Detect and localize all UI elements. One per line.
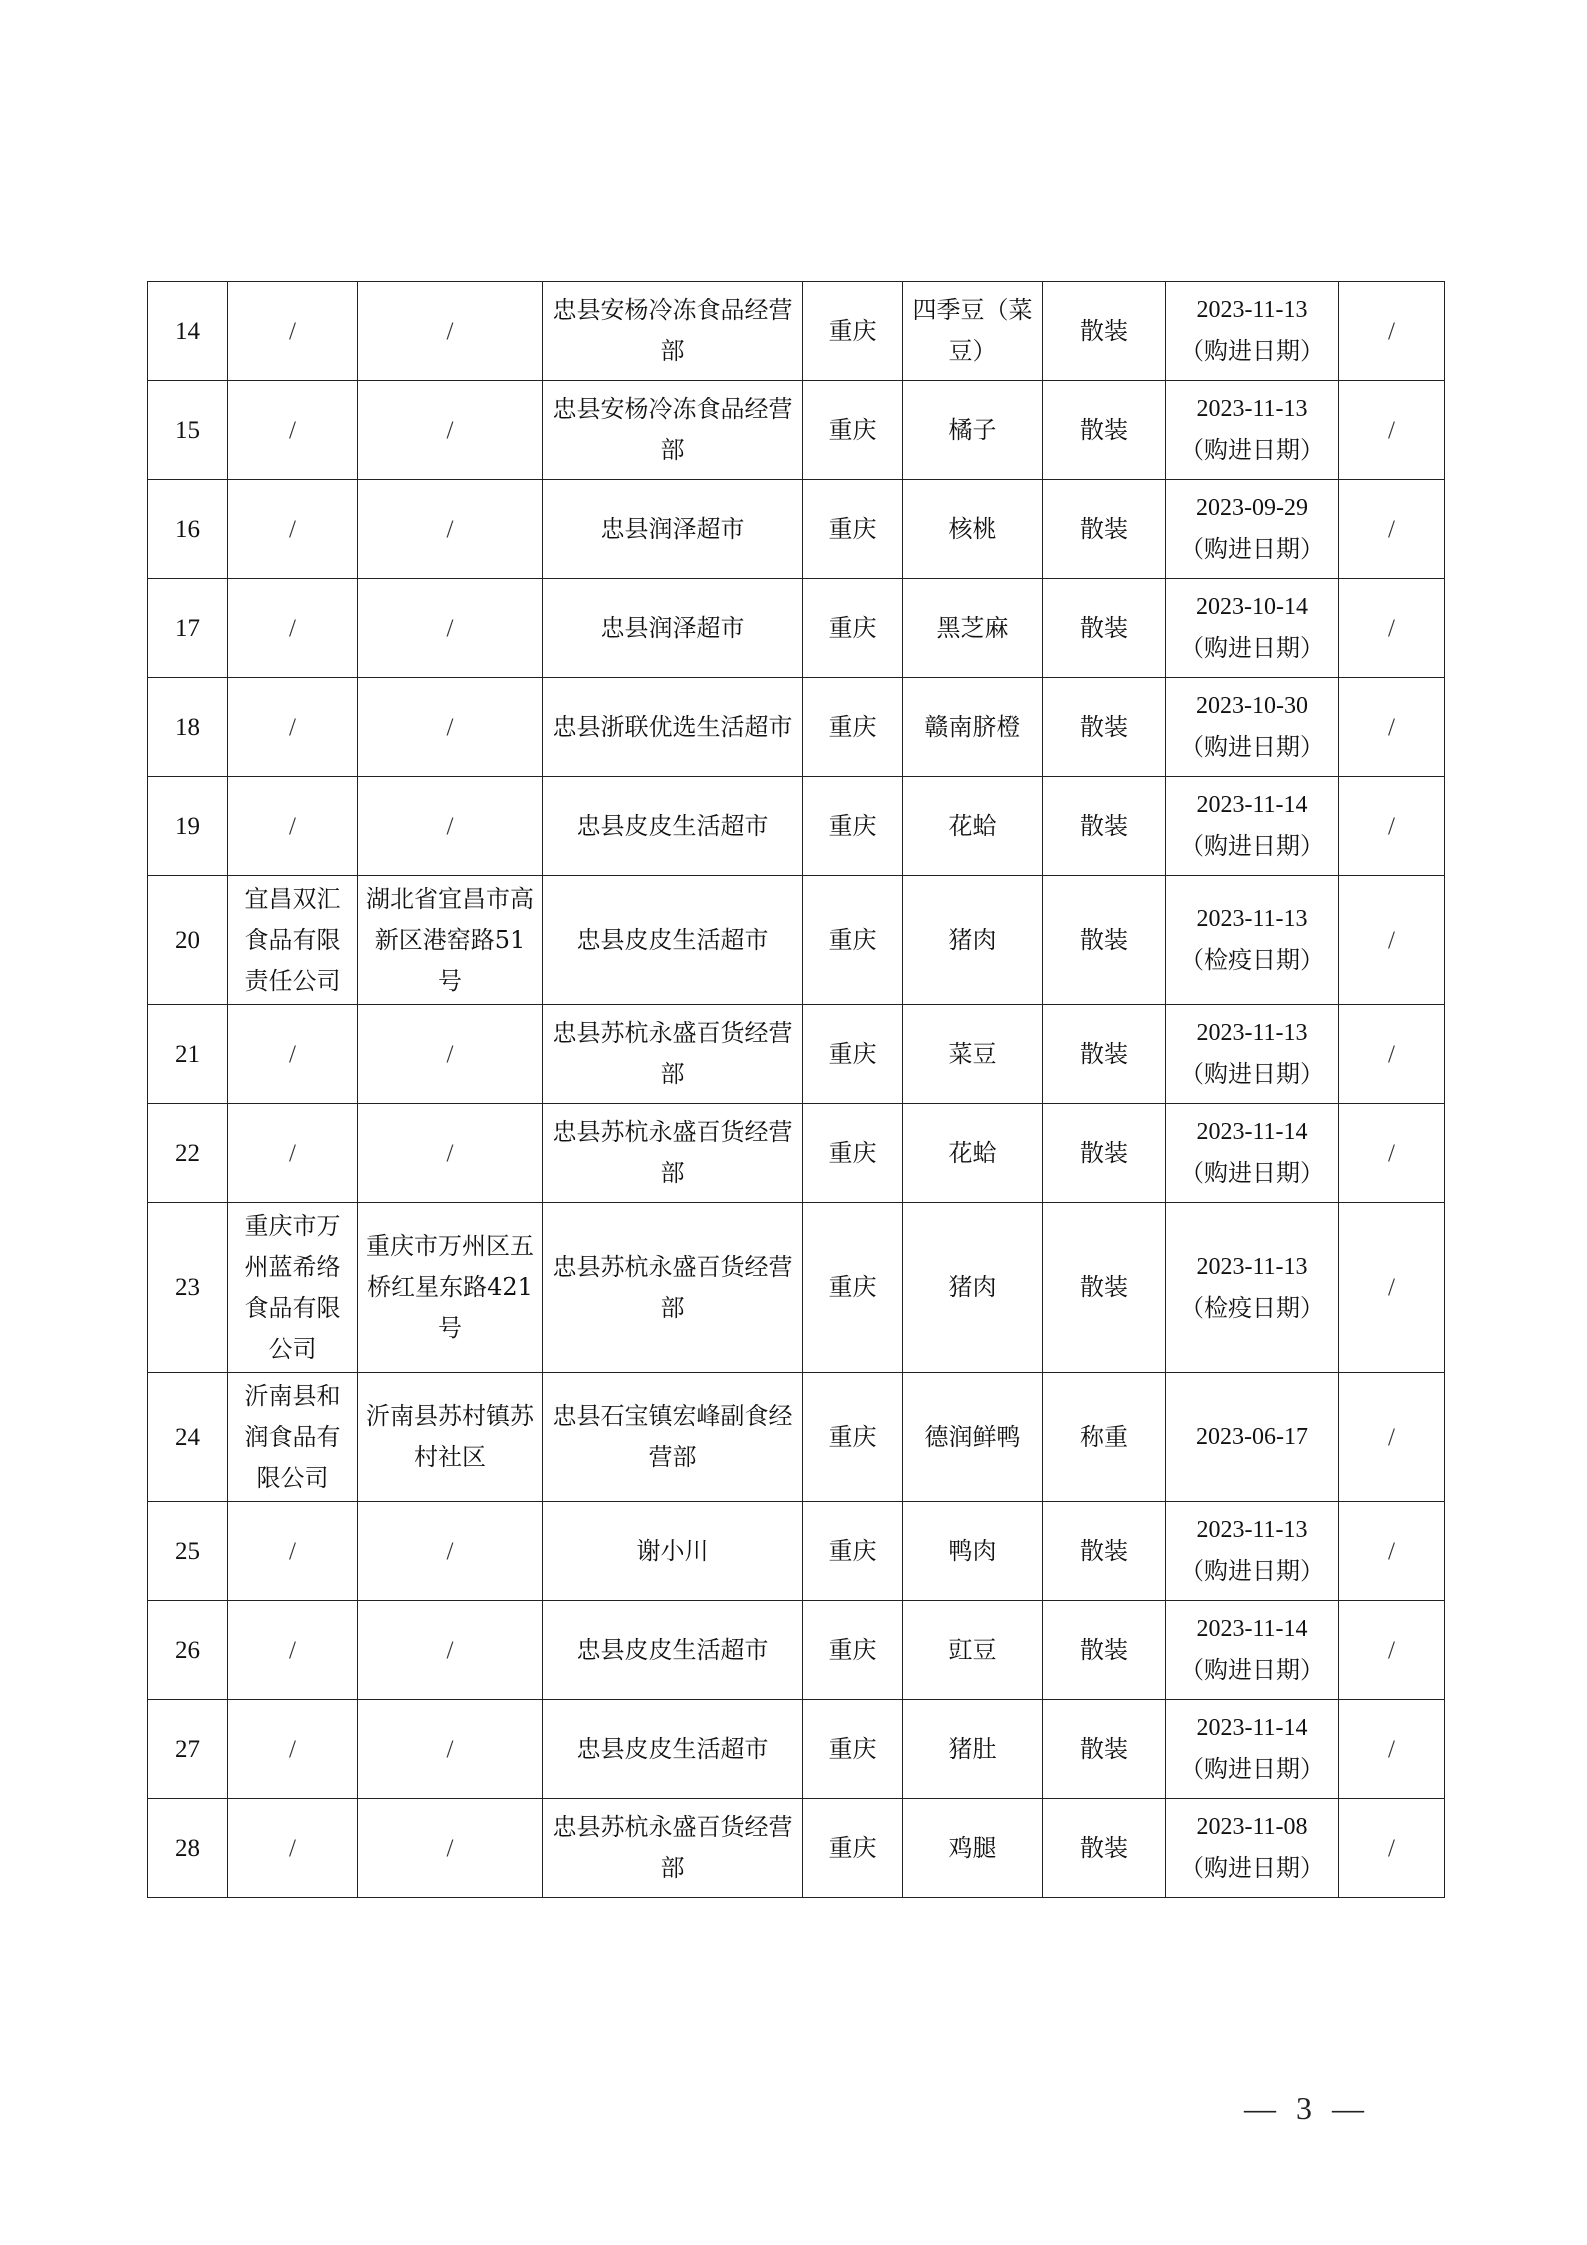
cell-date <box>1166 282 1339 381</box>
cell-specification: 散装 <box>1043 1502 1166 1601</box>
cell-region: 重庆 <box>803 1203 903 1373</box>
cell-remark: / <box>1339 1601 1445 1700</box>
table-row <box>148 1005 1445 1104</box>
cell-specification: 散装 <box>1043 282 1166 381</box>
cell-sampled-unit: 忠县苏杭永盛百货经营部 <box>543 1005 803 1104</box>
cell-specification: 散装 <box>1043 381 1166 480</box>
cell-product-name: 豇豆 <box>903 1601 1043 1700</box>
cell-product-name: 鸡腿 <box>903 1799 1043 1898</box>
cell-sampled-unit: 忠县皮皮生活超市 <box>543 1700 803 1799</box>
cell-specification: 散装 <box>1043 678 1166 777</box>
cell-manufacturer: / <box>228 678 358 777</box>
cell-number: 19 <box>148 777 228 876</box>
cell-region: 重庆 <box>803 876 903 1005</box>
cell-product-name: 德润鲜鸭 <box>903 1373 1043 1502</box>
cell-manufacturer-address: / <box>358 381 543 480</box>
cell-manufacturer-address: / <box>358 777 543 876</box>
cell-number: 17 <box>148 579 228 678</box>
date-note: （购进日期） <box>1180 1159 1324 1187</box>
cell-product-name: 猪肉 <box>903 876 1043 1005</box>
cell-sampled-unit: 忠县苏杭永盛百货经营部 <box>543 1799 803 1898</box>
cell-date <box>1166 876 1339 1005</box>
cell-manufacturer: / <box>228 777 358 876</box>
cell-region: 重庆 <box>803 1005 903 1104</box>
date-note: （购进日期） <box>1180 1854 1324 1882</box>
cell-date <box>1166 480 1339 579</box>
cell-manufacturer: / <box>228 1601 358 1700</box>
cell-number: 24 <box>148 1373 228 1502</box>
cell-remark: / <box>1339 678 1445 777</box>
cell-manufacturer: / <box>228 282 358 381</box>
cell-sampled-unit: 忠县安杨冷冻食品经营部 <box>543 381 803 480</box>
date-value: 2023-11-13 <box>1196 396 1308 422</box>
cell-number: 21 <box>148 1005 228 1104</box>
cell-manufacturer: / <box>228 1104 358 1203</box>
table-row <box>148 678 1445 777</box>
cell-number: 23 <box>148 1203 228 1373</box>
cell-specification: 散装 <box>1043 1104 1166 1203</box>
table-row <box>148 1799 1445 1898</box>
cell-number: 28 <box>148 1799 228 1898</box>
cell-remark: / <box>1339 1700 1445 1799</box>
date-value: 2023-11-13 <box>1196 1253 1308 1280</box>
cell-region: 重庆 <box>803 480 903 579</box>
cell-number: 25 <box>148 1502 228 1601</box>
cell-manufacturer-address: 重庆市万州区五桥红星东路421号 <box>358 1203 543 1373</box>
cell-product-name: 猪肚 <box>903 1700 1043 1799</box>
date-value: 2023-10-30 <box>1196 693 1308 719</box>
cell-region: 重庆 <box>803 1799 903 1898</box>
cell-manufacturer: / <box>228 1799 358 1898</box>
cell-product-name: 花蛤 <box>903 777 1043 876</box>
cell-product-name: 菜豆 <box>903 1005 1043 1104</box>
cell-remark: / <box>1339 282 1445 381</box>
cell-manufacturer-address: / <box>358 1799 543 1898</box>
table-row <box>148 579 1445 678</box>
cell-manufacturer-address: / <box>358 480 543 579</box>
date-value: 2023-11-14 <box>1196 792 1308 818</box>
cell-manufacturer: 沂南县和润食品有限公司 <box>228 1373 358 1502</box>
cell-remark: / <box>1339 1502 1445 1601</box>
cell-specification: 散装 <box>1043 1005 1166 1104</box>
date-value: 2023-11-14 <box>1196 1715 1308 1741</box>
cell-remark: / <box>1339 480 1445 579</box>
cell-region: 重庆 <box>803 579 903 678</box>
cell-product-name: 四季豆（菜豆） <box>903 282 1043 381</box>
date-value: 2023-10-14 <box>1196 594 1308 620</box>
cell-manufacturer-address: / <box>358 1104 543 1203</box>
date-note: （购进日期） <box>1180 733 1324 761</box>
cell-specification: 散装 <box>1043 1700 1166 1799</box>
table-body <box>148 282 1445 1898</box>
date-value: 2023-11-13 <box>1196 906 1308 932</box>
cell-date <box>1166 1601 1339 1700</box>
cell-sampled-unit: 忠县润泽超市 <box>543 480 803 579</box>
date-value: 2023-11-13 <box>1196 1517 1308 1543</box>
cell-region: 重庆 <box>803 777 903 876</box>
sampling-results-table <box>147 281 1445 1898</box>
cell-date <box>1166 1104 1339 1203</box>
cell-date <box>1166 777 1339 876</box>
table-row <box>148 1203 1445 1373</box>
cell-sampled-unit: 谢小川 <box>543 1502 803 1601</box>
date-note: （购进日期） <box>1180 337 1324 365</box>
cell-number: 14 <box>148 282 228 381</box>
cell-number: 22 <box>148 1104 228 1203</box>
date-note: （购进日期） <box>1180 436 1324 464</box>
cell-sampled-unit: 忠县苏杭永盛百货经营部 <box>543 1203 803 1373</box>
date-note: （购进日期） <box>1180 634 1324 662</box>
table-row <box>148 381 1445 480</box>
cell-specification: 散装 <box>1043 777 1166 876</box>
cell-sampled-unit: 忠县润泽超市 <box>543 579 803 678</box>
cell-specification: 散装 <box>1043 876 1166 1005</box>
date-note: （购进日期） <box>1180 1656 1324 1684</box>
cell-region: 重庆 <box>803 1502 903 1601</box>
date-note: （购进日期） <box>1180 1557 1324 1585</box>
date-note: （检疫日期） <box>1180 1293 1324 1322</box>
cell-product-name: 核桃 <box>903 480 1043 579</box>
cell-product-name: 猪肉 <box>903 1203 1043 1373</box>
cell-manufacturer: / <box>228 1700 358 1799</box>
cell-manufacturer: / <box>228 381 358 480</box>
cell-sampled-unit: 忠县皮皮生活超市 <box>543 876 803 1005</box>
table-row <box>148 777 1445 876</box>
cell-manufacturer-address: / <box>358 1005 543 1104</box>
cell-product-name: 橘子 <box>903 381 1043 480</box>
cell-manufacturer-address: / <box>358 1700 543 1799</box>
cell-specification: 称重 <box>1043 1373 1166 1502</box>
cell-region: 重庆 <box>803 678 903 777</box>
cell-manufacturer: / <box>228 1502 358 1601</box>
cell-manufacturer-address: / <box>358 1502 543 1601</box>
cell-manufacturer: 宜昌双汇食品有限责任公司 <box>228 876 358 1005</box>
cell-date <box>1166 678 1339 777</box>
table-row <box>148 480 1445 579</box>
cell-sampled-unit: 忠县皮皮生活超市 <box>543 1601 803 1700</box>
cell-remark: / <box>1339 1005 1445 1104</box>
cell-sampled-unit: 忠县浙联优选生活超市 <box>543 678 803 777</box>
cell-date <box>1166 1373 1339 1502</box>
date-value: 2023-11-08 <box>1196 1814 1308 1840</box>
cell-product-name: 赣南脐橙 <box>903 678 1043 777</box>
cell-number: 20 <box>148 876 228 1005</box>
cell-date <box>1166 1700 1339 1799</box>
cell-manufacturer: / <box>228 1005 358 1104</box>
date-note: （购进日期） <box>1180 1060 1324 1088</box>
cell-date <box>1166 1502 1339 1601</box>
cell-region: 重庆 <box>803 282 903 381</box>
cell-date <box>1166 579 1339 678</box>
table-row <box>148 1104 1445 1203</box>
cell-region: 重庆 <box>803 1601 903 1700</box>
cell-number: 15 <box>148 381 228 480</box>
cell-specification: 散装 <box>1043 1601 1166 1700</box>
cell-manufacturer: / <box>228 480 358 579</box>
cell-product-name: 黑芝麻 <box>903 579 1043 678</box>
cell-product-name: 鸭肉 <box>903 1502 1043 1601</box>
cell-date <box>1166 1203 1339 1373</box>
cell-remark: / <box>1339 777 1445 876</box>
cell-remark: / <box>1339 1373 1445 1502</box>
date-note: （检疫日期） <box>1180 946 1324 974</box>
cell-specification: 散装 <box>1043 1203 1166 1373</box>
cell-sampled-unit: 忠县石宝镇宏峰副食经营部 <box>543 1373 803 1502</box>
cell-remark: / <box>1339 381 1445 480</box>
date-note: （购进日期） <box>1180 832 1324 860</box>
date-value: 2023-11-13 <box>1196 297 1308 323</box>
cell-remark: / <box>1339 1799 1445 1898</box>
cell-manufacturer: 重庆市万州蓝希络食品有限公司 <box>228 1203 358 1373</box>
cell-date <box>1166 381 1339 480</box>
date-value: 2023-11-14 <box>1196 1616 1308 1642</box>
table-row <box>148 1700 1445 1799</box>
table-row <box>148 876 1445 1005</box>
page-number: — 3 — <box>1244 2090 1370 2126</box>
cell-manufacturer-address: / <box>358 1601 543 1700</box>
cell-sampled-unit: 忠县安杨冷冻食品经营部 <box>543 282 803 381</box>
cell-number: 16 <box>148 480 228 579</box>
cell-manufacturer-address: / <box>358 579 543 678</box>
cell-number: 26 <box>148 1601 228 1700</box>
cell-product-name: 花蛤 <box>903 1104 1043 1203</box>
date-value: 2023-11-14 <box>1196 1119 1308 1145</box>
cell-date <box>1166 1005 1339 1104</box>
cell-region: 重庆 <box>803 381 903 480</box>
cell-sampled-unit: 忠县皮皮生活超市 <box>543 777 803 876</box>
date-note: （购进日期） <box>1180 535 1324 563</box>
cell-number: 18 <box>148 678 228 777</box>
cell-remark: / <box>1339 1203 1445 1373</box>
cell-remark: / <box>1339 579 1445 678</box>
table-row <box>148 1601 1445 1700</box>
table-row <box>148 1502 1445 1601</box>
cell-region: 重庆 <box>803 1104 903 1203</box>
cell-specification: 散装 <box>1043 579 1166 678</box>
cell-manufacturer: / <box>228 579 358 678</box>
date-value: 2023-06-17 <box>1196 1423 1308 1450</box>
table-row <box>148 282 1445 381</box>
cell-sampled-unit: 忠县苏杭永盛百货经营部 <box>543 1104 803 1203</box>
cell-remark: / <box>1339 1104 1445 1203</box>
table-row <box>148 1373 1445 1502</box>
date-value: 2023-09-29 <box>1196 495 1308 521</box>
date-note: （购进日期） <box>1180 1755 1324 1783</box>
cell-manufacturer-address: / <box>358 678 543 777</box>
cell-date <box>1166 1799 1339 1898</box>
cell-number: 27 <box>148 1700 228 1799</box>
cell-manufacturer-address: 湖北省宜昌市高新区港窑路51号 <box>358 876 543 1005</box>
cell-region: 重庆 <box>803 1700 903 1799</box>
cell-specification: 散装 <box>1043 480 1166 579</box>
cell-specification: 散装 <box>1043 1799 1166 1898</box>
cell-manufacturer-address: / <box>358 282 543 381</box>
cell-manufacturer-address: 沂南县苏村镇苏村社区 <box>358 1373 543 1502</box>
cell-remark: / <box>1339 876 1445 1005</box>
date-value: 2023-11-13 <box>1196 1020 1308 1046</box>
cell-region: 重庆 <box>803 1373 903 1502</box>
